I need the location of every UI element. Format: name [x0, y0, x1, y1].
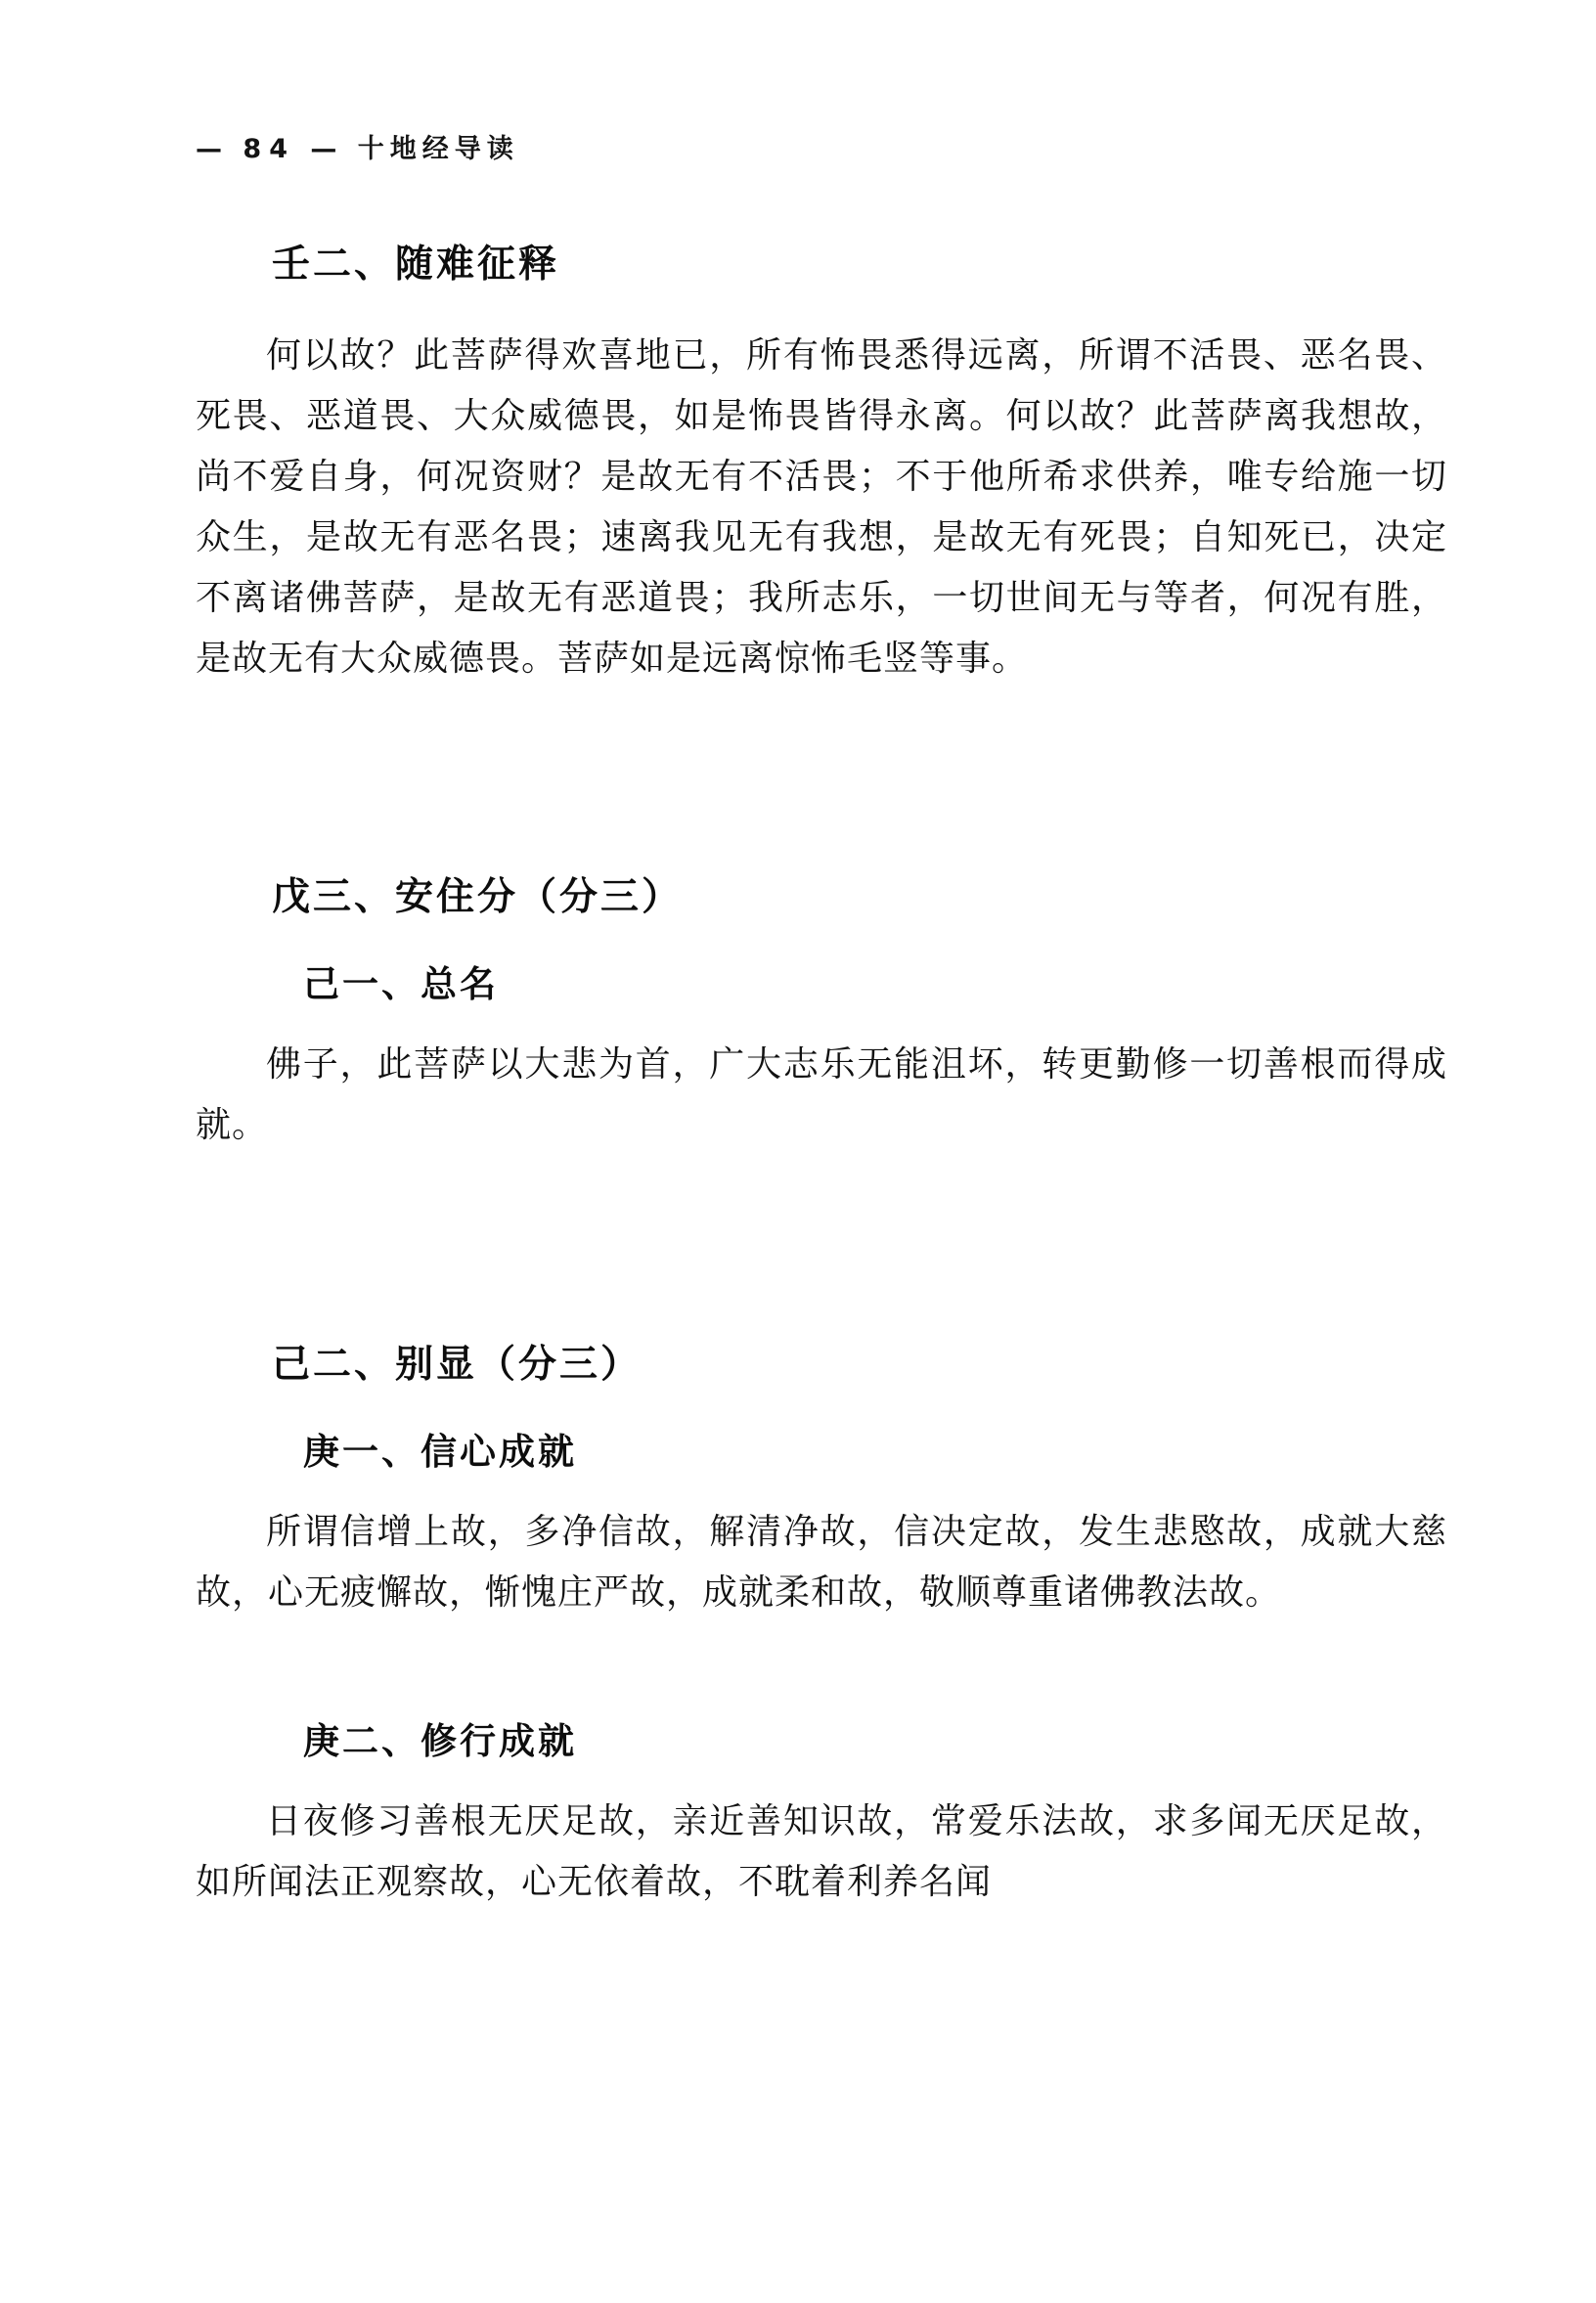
spacer: [196, 1156, 1447, 1240]
section-heading-ren-er: 壬二、随难征释: [272, 243, 560, 287]
running-head-left-dash: —: [196, 134, 228, 164]
section-heading-wu-san: 戊三、安住分（分三）: [272, 875, 684, 920]
subsection-heading-ji-yi: 己一、总名: [303, 963, 499, 1006]
spacer: [196, 1623, 1447, 1682]
paragraph-geng-er-1: 日夜修习善根无厌足故，亲近善知识故，常爱乐法故，求多闻无厌足故，如所闻法正观察故，心无依着故，不耽着利养名闻: [196, 1801, 1447, 1902]
paragraph-geng-yi-1: 所谓信增上故，多净信故，解清净故，信决定故，发生悲愍故，成就大慈故，心无疲懈故，惭愧庄严故，成就柔和故，敬顺尊重诸佛教法故。: [196, 1512, 1447, 1614]
paragraph-ren-er-1: 何以故？此菩萨得欢喜地已，所有怖畏悉得远离，所谓不活畏、恶名畏、死畏、恶道畏、大众威德畏，如是怖畏皆得永离。何以故？此菩萨离我想故，尚不爱自身，何况资财？是故无有不活畏；不于他所希求供养，唯专给施一切众生，是故无有恶名畏；速离我见无有我想，是故无有死畏；自知死已，决定不离诸佛菩萨，是故无有恶道畏；我所志乐，一切世间无与等者，何况有胜，是故无有大众威德畏。菩萨如是远离惊怖毛竖等事。: [196, 335, 1447, 679]
running-head: [196, 127, 1447, 165]
subsection-heading-geng-er: 庚二、修行成就: [303, 1720, 577, 1763]
spacer: [196, 688, 1447, 773]
book-title: 十地经导读: [357, 134, 519, 164]
paragraph-ji-yi-1: 佛子，此菩萨以大悲为首，广大志乐无能沮坏，转更勤修一切善根而得成就。: [196, 1044, 1447, 1146]
page-number: 84: [243, 134, 295, 164]
page-content: [196, 127, 1447, 1913]
section-heading-ji-er: 己二、别显（分三）: [272, 1343, 643, 1388]
subsection-heading-geng-yi: 庚一、信心成就: [303, 1431, 577, 1474]
running-head-right-dash: —: [310, 134, 343, 164]
